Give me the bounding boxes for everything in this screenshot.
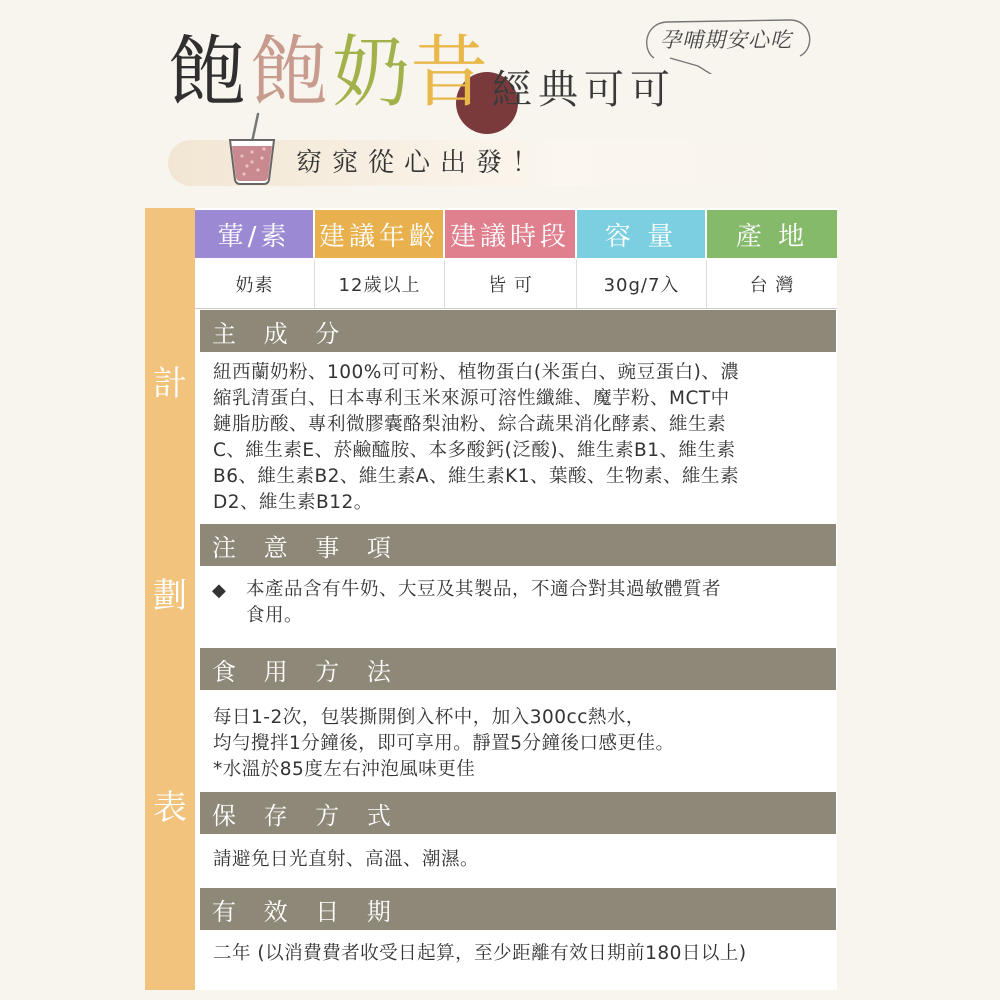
title-char-3: 奶 bbox=[332, 28, 411, 118]
ingredients-line: 紐西蘭奶粉、100%可可粉、植物蛋白(米蛋白、豌豆蛋白)、濃 bbox=[213, 362, 740, 383]
ingredients-line: D2、維生素B12。 bbox=[213, 492, 373, 513]
ingredients-line: B6、維生素B2、維生素A、維生素K1、葉酸、生物素、維生素 bbox=[213, 466, 739, 487]
side-char-3: 表 bbox=[153, 788, 187, 828]
ingredients-line: 鏈脂肪酸、專利微膠囊酪梨油粉、綜合蔬果消化酵素、維生素 bbox=[213, 414, 727, 435]
spec-value-volume: 30g/7入 bbox=[577, 260, 707, 308]
title-char-2: 飽 bbox=[250, 28, 329, 118]
usage-line: 每日1-2次，包裝撕開倒入杯中，加入300cc熱水， bbox=[213, 707, 645, 728]
section-header-storage: 保 存 方 式 bbox=[200, 792, 836, 834]
notes-line: 食用。 bbox=[246, 605, 304, 626]
spec-value-time: 皆 可 bbox=[445, 260, 577, 308]
tagline-text: 窈窕從心出發！ bbox=[296, 148, 549, 178]
spec-divider bbox=[195, 308, 837, 309]
bullet-diamond-icon: ◆ bbox=[212, 580, 226, 601]
spec-header-volume: 容 量 bbox=[577, 210, 705, 258]
product-subtitle: 經典可可 bbox=[492, 67, 676, 113]
spec-header-time: 建議時段 bbox=[445, 210, 575, 258]
ingredients-text bbox=[213, 360, 813, 516]
section-header-expiry: 有 效 日 期 bbox=[200, 888, 836, 930]
usage-text bbox=[213, 705, 813, 783]
expiry-text bbox=[213, 941, 823, 967]
bubble-text: 孕哺期安心吃 bbox=[660, 28, 792, 52]
side-char-1: 計 bbox=[153, 364, 187, 404]
spec-header-age: 建議年齡 bbox=[315, 210, 443, 258]
storage-line: 請避免日光直射、高溫、潮濕。 bbox=[213, 849, 480, 870]
section-header-usage: 食 用 方 法 bbox=[200, 648, 836, 690]
usage-line: 均勻攪拌1分鐘後，即可享用。靜置5分鐘後口感更佳。 bbox=[213, 733, 675, 754]
section-header-notes: 注 意 事 項 bbox=[200, 524, 836, 566]
spec-value-origin: 台 灣 bbox=[749, 275, 795, 296]
spec-header-diet: 葷/素 bbox=[195, 210, 313, 258]
spec-value-diet: 奶素 bbox=[195, 260, 315, 308]
spec-header-origin: 產 地 bbox=[707, 210, 837, 258]
storage-text bbox=[213, 847, 813, 873]
ingredients-line: 縮乳清蛋白、日本專利玉米來源可溶性纖維、魔芋粉、MCT中 bbox=[213, 388, 730, 409]
ingredients-line: C、維生素E、菸鹼醯胺、本多酸鈣(泛酸)、維生素B1、維生素 bbox=[213, 440, 736, 461]
title-char-1: 飽 bbox=[168, 28, 247, 118]
drink-cup-icon bbox=[222, 108, 282, 188]
notes-text bbox=[246, 577, 816, 629]
section-header-ingredients: 主 成 分 bbox=[200, 310, 836, 352]
spec-value-age: 12歲以上 bbox=[315, 260, 445, 308]
expiry-line: 二年 (以消費費者收受日起算，至少距離有效日期前180日以上) bbox=[213, 943, 747, 964]
usage-line: *水溫於85度左右沖泡風味更佳 bbox=[213, 759, 476, 780]
side-char-2: 劃 bbox=[153, 576, 187, 616]
notes-line: 本產品含有牛奶、大豆及其製品，不適合對其過敏體質者 bbox=[246, 579, 722, 600]
title-char-4: 昔 bbox=[410, 28, 489, 118]
